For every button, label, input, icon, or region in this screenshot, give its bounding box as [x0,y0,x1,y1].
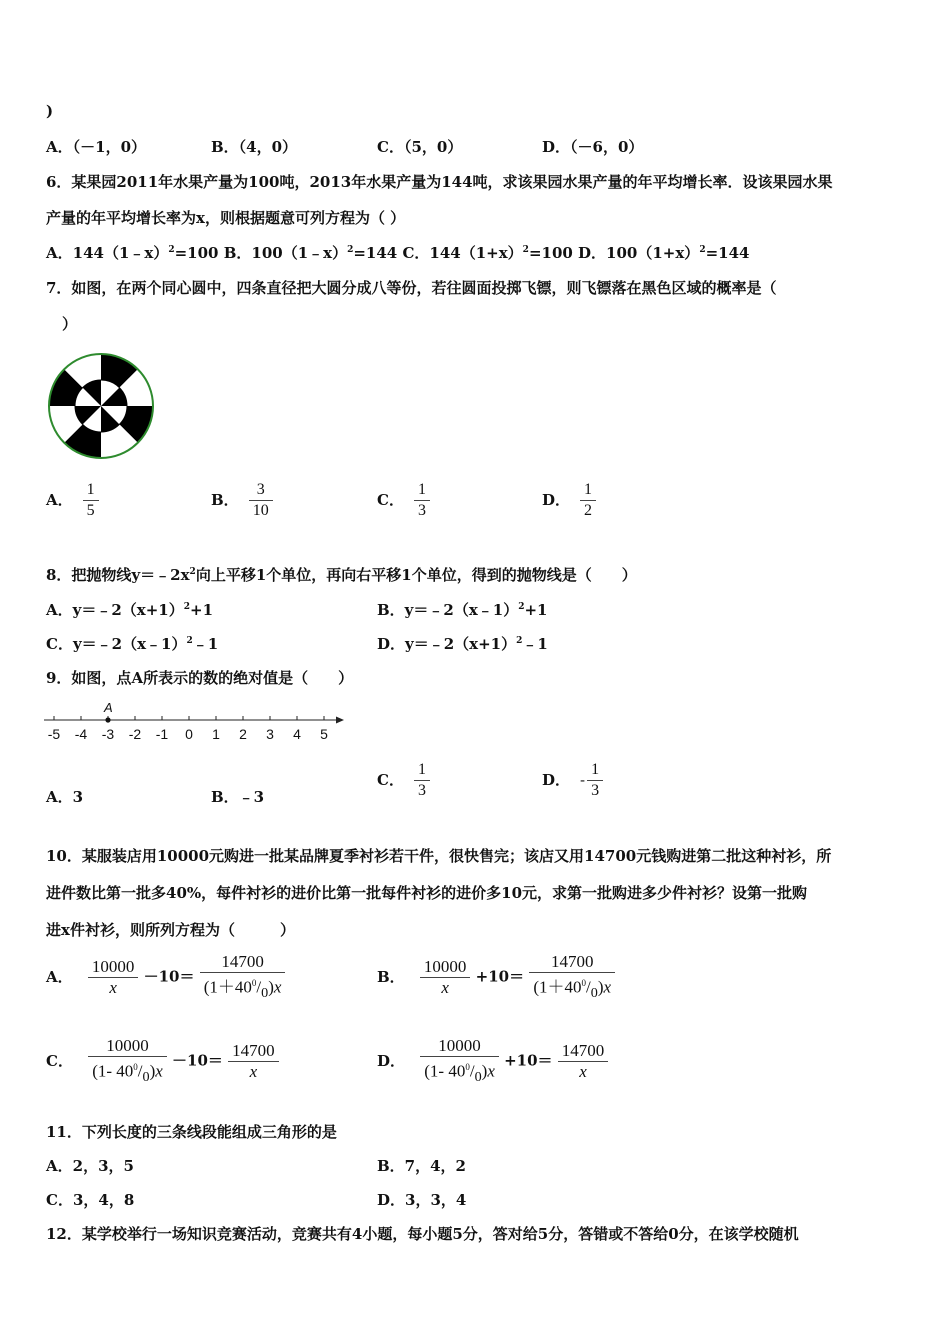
q10-option-d: D． $\frac{10000}{(1- 40^0/_0)x}$ +10＝ $\frac{14700}{x}$ [377,1036,608,1087]
axis-tick-label: 3 [266,726,274,742]
q8-option-b: B．y＝﹣2（x﹣1）$^2$+1 [377,601,548,619]
q8-option-a: A．$y=﹣2(x+1)^2+1$ [46,601,214,619]
q6-stem-line1: 6．某果园2011年水果产量为100吨，2013年水果产量为144吨，求该果园水果产量的年平均增长率．设该果园水果 [46,173,833,191]
point-a-label: A [104,700,113,715]
q11-option-d: D．3，3，4 [377,1191,467,1209]
q7-stem-line2: ） [62,315,78,333]
q5-option-a: A．（－1，0） [46,138,147,156]
q11-stem: 11．下列长度的三条线段能组成三角形的是 [46,1123,337,1141]
q6-opt-b: =100 B．100（1﹣x） [174,244,348,262]
q7-option-d: D． $\frac{1}{2}$ [542,480,596,521]
axis-tick-label: 2 [239,726,247,742]
q9-option-c: C． $\frac{1}{3}$ [377,760,430,801]
q10-stem-line2: 进件数比第一批多40%，每件衬衫的进价比第一批每件衬衫的进价多10元，求第一批购进多少件衬衫？设第一批购 [46,884,808,902]
q8-option-c: C．y＝﹣2（x﹣1）$^2$﹣1 [46,635,219,653]
axis-tick-label: -5 [47,726,61,742]
q11-option-c: C．3，4，8 [46,1191,135,1209]
q7-option-b: B． $\frac{3}{10}$ [211,480,273,521]
q9-stem: 9．如图，点A所表示的数的绝对值是（ ） [46,669,354,687]
q6-opt-a: A．144（1﹣x） [46,244,169,262]
dartboard-figure [46,351,156,461]
axis-tick-label: -4 [74,726,88,742]
q6-opt-c: =144 C．144（1+x） [353,244,523,262]
q7-stem-line1: 7．如图，在两个同心圆中，四条直径把大圆分成八等份，若往圆面投掷飞镖，则飞镖落在黑色区域的概率是（ [46,279,777,297]
q10-stem-line1: 10．某服装店用10000元购进一批某品牌夏季衬衫若干件，很快售完；该店又用14700元钱购进第二批这种衬衫，所 [46,847,832,865]
axis-tick-label: -2 [128,726,142,742]
q10-stem-line3: 进x件衬衫，则所列方程为（ ） [46,921,295,939]
q5-option-d: D．（－6，0） [542,138,644,156]
q5-option-c: C．（5，0） [377,138,463,156]
number-line-figure [40,698,350,746]
q10-option-a: A． $\frac{10000}{x}$ －10＝ $\frac{14700}{(1+40^0/_0)x}$ [46,952,285,1003]
axis-tick-label: 0 [185,726,193,742]
axis-tick-label: 1 [212,726,220,742]
q7-option-c: C． $\frac{1}{3}$ [377,480,430,521]
q10-option-c: C． $\frac{10000}{(1- 40^0/_0)x}$ －10＝ $\frac{14700}{x}$ [46,1036,279,1087]
q11-option-a: A．2，3，5 [46,1157,134,1175]
q8-option-d: D．$y=﹣2(x+1)^2﹣1$ [377,635,548,653]
q10-option-b: B． $\frac{10000}{x}$ +10＝ $\frac{14700}{(1+40^0/_0)x}$ [377,952,615,1003]
point-a-dot [105,717,110,722]
axis-tick-label: -3 [101,726,115,742]
q9-option-b: B．﹣3 [211,788,265,806]
q5-option-b: B．（4，0） [211,138,298,156]
axis-tick-label: -1 [155,726,169,742]
q9-option-d: D． - $\frac{1}{3}$ [542,760,603,801]
q9-option-a: A．3 [46,788,84,806]
q7-option-a: A． $\frac{1}{5}$ [46,480,99,521]
q11-option-b: B．7，4，2 [377,1157,466,1175]
q8-stem: 8．把抛物线$y=﹣2x^2$向上平移1个单位，再向右平移1个单位，得到的抛物线是（ ） [46,566,637,584]
q6-options: A．144（1﹣x）$^2$=100 B．100（1﹣x）$^2$=144 C．$144(1+x)^2=100$ D．$100(1+x)^2=144$ [46,244,750,262]
q12-stem-line1: 12．某学校举行一场知识竞赛活动，竞赛共有4小题，每小题5分，答对给5分，答错或不答给0分，在该学校随机 [46,1225,799,1243]
q6-opt-d: =100 D．100（1+x） [528,244,700,262]
axis-tick-label: 5 [320,726,328,742]
q6-stem-line2: 产量的年平均增长率为x，则根据题意可列方程为（ ） [46,209,406,227]
axis-tick-label: 4 [293,726,301,742]
q5-stem-tail: ) [46,102,54,120]
